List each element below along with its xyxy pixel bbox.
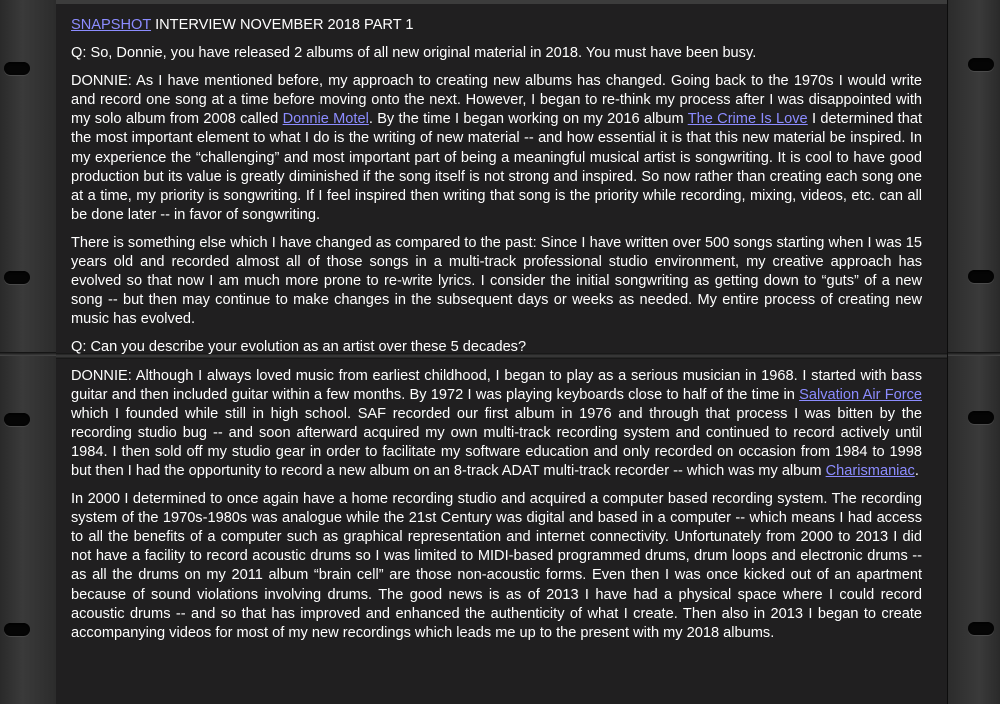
rail-hole <box>968 411 994 424</box>
answer-1-text: I determined that the most important element to what I do is the writing of new material -- and how essential it is that this new material be inspired. In my experience the “challenging” and most important part of being a meaningful musical artist is songwriting. It is cool to have good production but its value is greatly diminished if the song itself is not strong and inspired. So now rather than creating each song one at a time, my priority is songwriting. If I feel inspired then writing that song is the priority while recording, mixing, videos, etc. can all be done later -- in favor of songwriting. <box>71 111 923 223</box>
answer-1-continued: There is something else which I have changed as compared to the past: Since I have written over 500 songs starting when I was 15 years old and recorded almost all of those songs in a multi-track professional studio environment, my creative approach has evolved so that now I am much more prone to re-write lyrics. I consider the initial songwriting as getting down to “guts” of a new song -- but then may continue to make changes in the subsequent days or weeks as needed. My entire process of creating new music has evolved. <box>71 234 922 328</box>
article-content <box>71 16 922 652</box>
answer-1 <box>71 72 922 225</box>
rail-hole <box>4 413 30 426</box>
rail-seam <box>948 352 1000 356</box>
heading-text: INTERVIEW NOVEMBER 2018 PART 1 <box>151 17 414 33</box>
question-2: Q: Can you describe your evolution as an artist over these 5 decades? <box>71 339 527 356</box>
answer-2-continued: In 2000 I determined to once again have a home recording studio and acquired a computer based recording system. The recording system of the 1970s-1980s was analogue while the 21st Century was digital and based in a computer -- which means I had access to all the benefits of a computer such as graphical representation and internet connectivity. Unfortunately from 2000 to 2013 I did not have a facility to record acoustic drums so I was limited to MIDI-based programmed drums, drum loops and electronic drums -- as all the drums on my 2011 album “brain cell” are those non-acoustic forms. Even then I was once kicked out of an apartment because of sound violations involving drums. The good news is as of 2013 I have had a physical space where I could record acoustic drums -- and so that has improved and enhanced the authenticity of what I create. Then also in 2013 I began to create accompanying videos for most of my new recordings which leads me up to the present with my 2018 albums. <box>71 491 922 641</box>
question-1: Q: So, Donnie, you have released 2 albums of all new original material in 2018. You must have been busy. <box>71 45 757 62</box>
donnie-motel-link[interactable]: Donnie Motel <box>282 111 369 128</box>
answer-2-text: which I founded while still in high school. SAF recorded our first album in 1976 and through that process I was bitten by the recording studio bug -- and soon afterward acquired my own multi-track recording system and continued to record actively until 1984. I then sold off my studio gear in order to facilitate my software education and only recorded on occasion from 1984 to 1998 but then I had the opportunity to record a new album on an 8-track ADAT multi-track recorder -- which was my album <box>71 405 922 479</box>
snapshot-link[interactable]: SNAPSHOT <box>71 17 152 33</box>
rail-hole <box>968 270 994 283</box>
the-crime-is-love-link[interactable]: The Crime Is Love <box>687 111 808 128</box>
answer-2-text: . <box>914 462 919 479</box>
answer-1-text: DONNIE: As I have mentioned before, my approach to creating new albums has changed. Going back to the 1970s I would write and record one song at a time before moving onto the next. However, I began to re-think my process after I was disappointed with my solo album from 2008 called <box>71 73 922 128</box>
charismaniac-link[interactable]: Charismaniac <box>825 462 915 479</box>
article-panel <box>56 0 947 704</box>
answer-2-text: DONNIE: Although I always loved music from earliest childhood, I began to play as a serious musician in 1968. I started with bass guitar and then included guitar within a few months. By 1972 I was playing keyboards close to half of the time in <box>71 367 922 403</box>
answer-2 <box>71 367 922 482</box>
salvation-air-force-link[interactable]: Salvation Air Force <box>799 386 922 403</box>
article-heading <box>71 16 922 35</box>
answer-1-text: . By the time I began working on my 2016 album <box>368 111 688 128</box>
rail-hole <box>4 623 30 636</box>
rail-seam <box>0 352 56 356</box>
left-rack-rail <box>0 0 57 704</box>
rail-hole <box>4 62 30 75</box>
right-rack-rail <box>947 0 1000 704</box>
rail-hole <box>4 271 30 284</box>
rail-hole <box>968 622 994 635</box>
rail-hole <box>968 58 994 71</box>
